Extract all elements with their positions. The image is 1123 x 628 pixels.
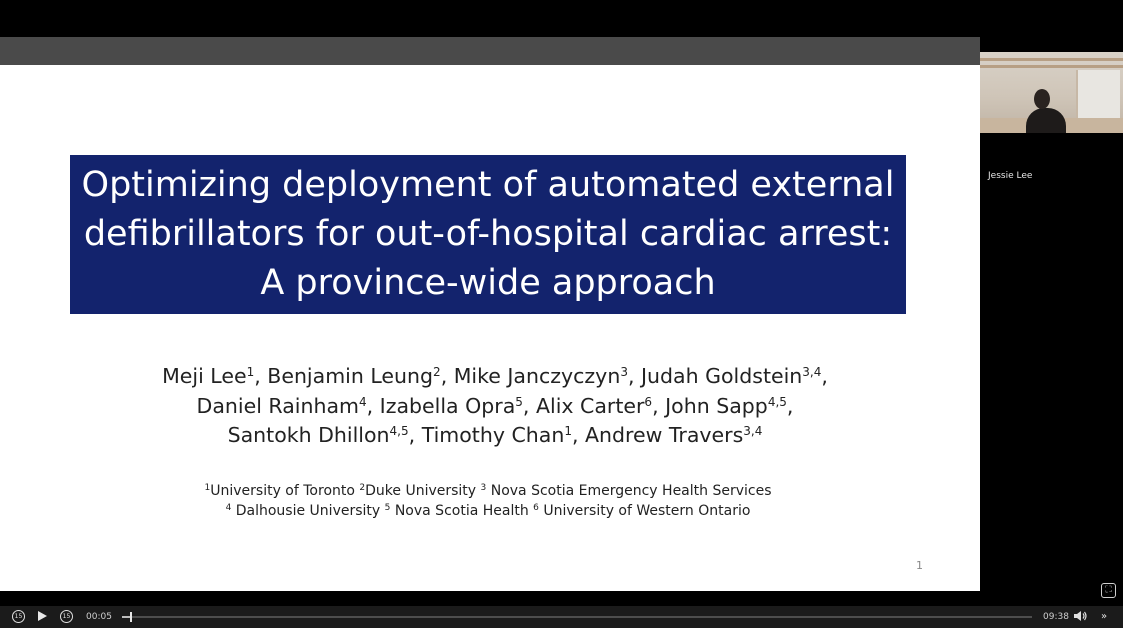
author-name: Timothy Chan bbox=[421, 423, 565, 447]
author-line bbox=[0, 392, 990, 422]
affiliation-list bbox=[0, 481, 976, 521]
affiliation-mark: 1 bbox=[204, 483, 211, 493]
author-separator: , bbox=[254, 364, 268, 388]
affiliation-mark: 6 bbox=[533, 503, 539, 513]
author-name: Alix Carter bbox=[535, 393, 645, 418]
author-affiliation-mark: 4,5 bbox=[389, 424, 409, 438]
play-icon[interactable] bbox=[35, 610, 49, 624]
author-affiliation-mark: 4 bbox=[358, 394, 367, 409]
affiliation-name: Duke University bbox=[365, 483, 481, 499]
author-name: Mike Janczyczyn bbox=[453, 364, 621, 388]
author-separator: , bbox=[408, 423, 422, 447]
affiliation-mark: 3 bbox=[480, 483, 487, 493]
participant-video[interactable] bbox=[980, 52, 1123, 133]
ceiling-beam bbox=[980, 58, 1123, 61]
slide-page-number: 1 bbox=[916, 559, 923, 572]
author-affiliation-mark: 5 bbox=[515, 394, 523, 409]
affiliation-mark: 5 bbox=[384, 503, 391, 513]
progress-handle[interactable] bbox=[130, 612, 132, 622]
affiliation-name: Nova Scotia Health bbox=[390, 503, 534, 519]
author-list bbox=[0, 362, 990, 451]
slide-title bbox=[82, 161, 895, 308]
progress-bar[interactable] bbox=[122, 616, 1032, 618]
author-line bbox=[0, 362, 990, 392]
fullscreen-icon[interactable]: ⛶ bbox=[1101, 583, 1116, 598]
affiliation-line bbox=[0, 501, 976, 521]
author-separator: , bbox=[571, 423, 586, 447]
affiliation-mark: 2 bbox=[359, 483, 366, 493]
slide-title-line-1: Optimizing deployment of automated external bbox=[81, 165, 895, 205]
author-name: John Sapp bbox=[665, 393, 768, 418]
slide-title-box bbox=[70, 155, 906, 314]
duration: 09:38 bbox=[1043, 612, 1069, 622]
author-separator: , bbox=[786, 393, 794, 418]
current-time: 00:05 bbox=[86, 612, 112, 622]
author-name: Meji Lee bbox=[162, 364, 247, 388]
affiliation-name: University of Western Ontario bbox=[538, 503, 751, 519]
author-affiliation-mark: 3,4 bbox=[743, 424, 763, 438]
volume-icon[interactable] bbox=[1073, 610, 1087, 624]
author-name: Judah Goldstein bbox=[641, 364, 803, 388]
play-icon-shape bbox=[36, 610, 48, 622]
progress-played bbox=[122, 616, 130, 618]
room-window bbox=[1076, 70, 1120, 120]
affiliation-mark: 4 bbox=[225, 503, 232, 513]
author-line bbox=[0, 421, 990, 451]
participant-head bbox=[1034, 89, 1050, 109]
skip-forward-15-icon[interactable]: 15 bbox=[60, 610, 73, 623]
author-name: Benjamin Leung bbox=[267, 364, 434, 388]
participant-name: Jessie Lee bbox=[988, 171, 1033, 181]
author-affiliation-mark: 3,4 bbox=[802, 365, 822, 379]
author-separator: , bbox=[522, 393, 536, 418]
author-name: Andrew Travers bbox=[585, 423, 744, 447]
author-separator: , bbox=[652, 393, 666, 418]
author-name: Izabella Opra bbox=[379, 393, 516, 418]
forward-icon[interactable]: » bbox=[1100, 611, 1108, 622]
author-separator: , bbox=[440, 364, 454, 388]
slide-title-line-3: A province-wide approach bbox=[260, 263, 716, 303]
slide-title-line-2: defibrillators for out-of-hospital cardiac arrest: bbox=[83, 214, 893, 254]
affiliation-name: University of Toronto bbox=[210, 483, 360, 499]
affiliation-name: Nova Scotia Emergency Health Services bbox=[486, 483, 772, 499]
author-separator: , bbox=[627, 364, 641, 388]
participant-body bbox=[1026, 108, 1066, 133]
affiliation-name: Dalhousie University bbox=[231, 503, 385, 519]
presentation-slide bbox=[0, 65, 980, 591]
author-name: Santokh Dhillon bbox=[227, 423, 390, 447]
player-controls bbox=[0, 606, 1123, 628]
ceiling-beam bbox=[980, 65, 1123, 68]
author-affiliation-mark: 1 bbox=[246, 365, 255, 379]
author-affiliation-mark: 2 bbox=[433, 365, 441, 379]
affiliation-line bbox=[0, 481, 976, 501]
author-affiliation-mark: 6 bbox=[644, 394, 653, 409]
author-affiliation-mark: 4,5 bbox=[767, 394, 787, 409]
author-name: Daniel Rainham bbox=[196, 393, 359, 418]
slide-top-bar bbox=[0, 37, 980, 65]
author-affiliation-mark: 1 bbox=[564, 424, 572, 438]
author-separator: , bbox=[366, 393, 380, 418]
author-affiliation-mark: 3 bbox=[620, 365, 628, 379]
author-separator: , bbox=[821, 364, 828, 388]
skip-back-15-icon[interactable]: 15 bbox=[12, 610, 25, 623]
volume-icon-shape bbox=[1073, 610, 1087, 622]
